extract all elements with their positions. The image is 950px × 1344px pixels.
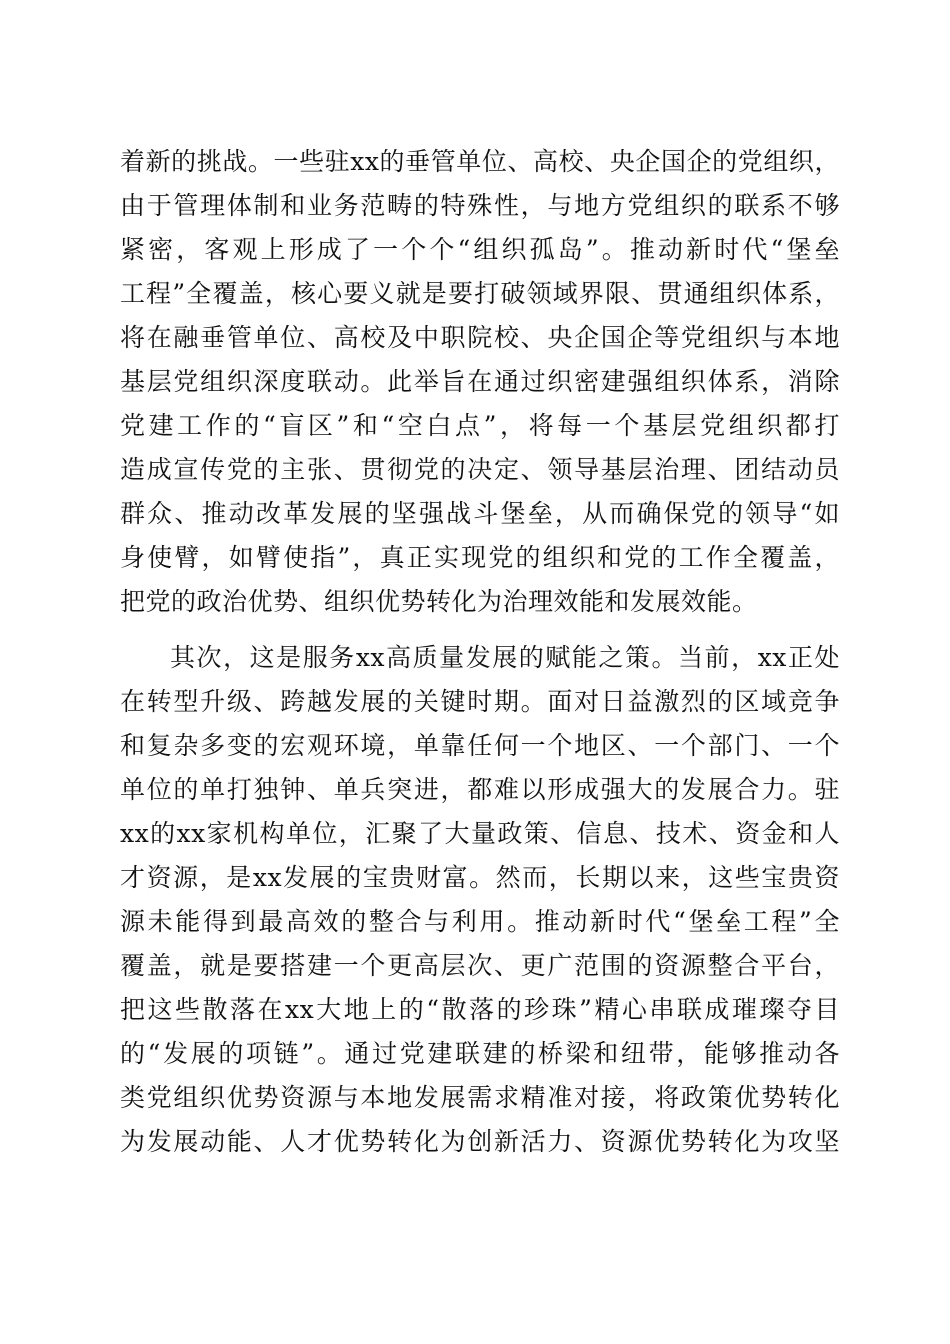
text-line: 身使臂，如臂使指”，真正实现党的组织和党的工作全覆盖， — [120, 543, 840, 572]
text-line: xx的xx家机构单位，汇聚了大量政策、信息、技术、资金和人 — [120, 819, 840, 848]
text-line: 类党组织优势资源与本地发展需求精准对接，将政策优势转化 — [120, 1083, 840, 1112]
text-line: 和复杂多变的宏观环境，单靠任何一个地区、一个部门、一个 — [120, 731, 840, 760]
text-line: 把党的政治优势、组织优势转化为治理效能和发展效能。 — [120, 587, 758, 616]
text-line: 单位的单打独钟、单兵突进，都难以形成强大的发展合力。驻 — [120, 775, 840, 804]
text-line: 党建工作的“盲区”和“空白点”，将每一个基层党组织都打 — [120, 411, 840, 440]
text-line: 工程”全覆盖，核心要义就是要打破领域界限、贯通组织体系， — [120, 279, 840, 308]
text-line: 紧密，客观上形成了一个个“组织孤岛”。推动新时代“堡垒 — [120, 235, 840, 264]
text-line: 为发展动能、人才优势转化为创新活力、资源优势转化为攻坚 — [120, 1127, 840, 1156]
text-line: 造成宣传党的主张、贯彻党的决定、领导基层治理、团结动员 — [120, 455, 840, 484]
paragraph-first-line: 其次，这是服务xx高质量发展的赋能之策。当前，xx正处 — [170, 643, 840, 672]
text-line: 群众、推动改革发展的坚强战斗堡垒，从而确保党的领导“如 — [120, 499, 840, 528]
text-line: 着新的挑战。一些驻xx的垂管单位、高校、央企国企的党组织， — [120, 147, 840, 176]
text-line: 在转型升级、跨越发展的关键时期。面对日益激烈的区域竞争 — [120, 687, 840, 716]
text-line: 把这些散落在xx大地上的“散落的珍珠”精心串联成璀璨夺目 — [120, 995, 840, 1024]
text-line: 源未能得到最高效的整合与利用。推动新时代“堡垒工程”全 — [120, 907, 840, 936]
text-line: 覆盖，就是要搭建一个更高层次、更广范围的资源整合平台， — [120, 951, 840, 980]
text-line: 的“发展的项链”。通过党建联建的桥梁和纽带，能够推动各 — [120, 1039, 840, 1068]
text-line: 由于管理体制和业务范畴的特殊性，与地方党组织的联系不够 — [120, 191, 840, 220]
text-line: 将在融垂管单位、高校及中职院校、央企国企等党组织与本地 — [120, 323, 840, 352]
text-line: 基层党组织深度联动。此举旨在通过织密建强组织体系，消除 — [120, 367, 840, 396]
text-line: 才资源，是xx发展的宝贵财富。然而，长期以来，这些宝贵资 — [120, 863, 840, 892]
